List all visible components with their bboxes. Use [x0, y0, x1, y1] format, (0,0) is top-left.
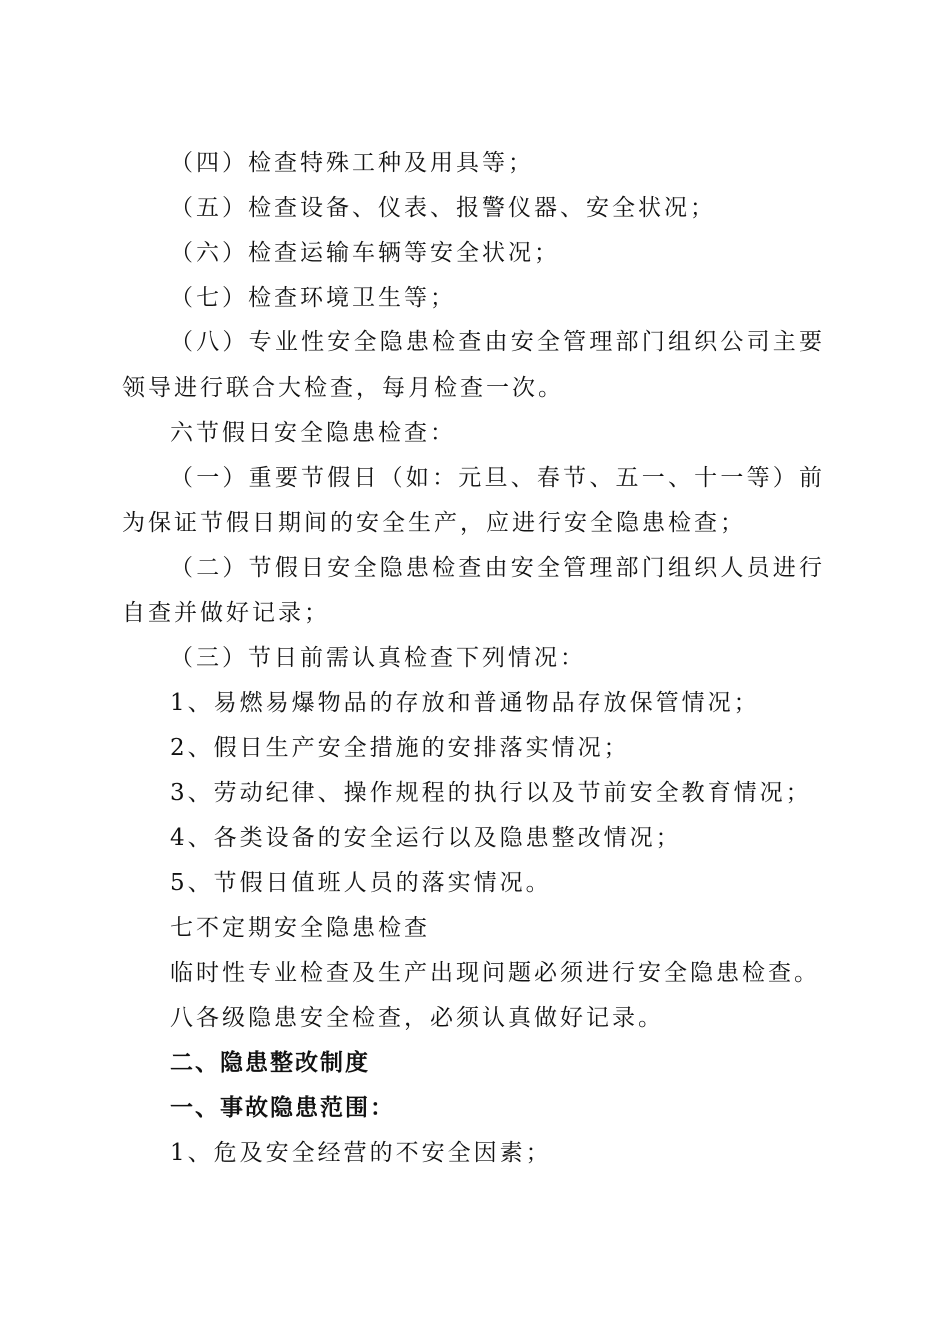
paragraph-check-special-jobs: （四）检查特殊工种及用具等； — [170, 150, 534, 176]
paragraph-holiday-before-line2: 为保证节假日期间的安全生产，应进行安全隐患检查； — [122, 510, 746, 536]
paragraph-pre-holiday-items: （三）节日前需认真检查下列情况： — [170, 645, 586, 671]
heading-hazard-scope: 一、事故隐患范围： — [170, 1095, 395, 1121]
list-item: 1、危及安全经营的不安全因素； — [170, 1140, 552, 1166]
paragraph-temporary-check: 临时性专业检查及生产出现问题必须进行安全隐患检查。 — [170, 960, 820, 986]
list-item: 5、节假日值班人员的落实情况。 — [170, 870, 552, 896]
paragraph-holiday-self-check-line2: 自查并做好记录； — [122, 600, 330, 626]
paragraph-holiday-before-line1: （一）重要节假日（如：元旦、春节、五一、十一等）前 — [170, 465, 822, 491]
list-item: 2、假日生产安全措施的安排落实情况； — [170, 735, 630, 761]
paragraph-professional-check-line2: 领导进行联合大检查，每月检查一次。 — [122, 375, 564, 401]
section-record-keeping: 八各级隐患安全检查，必须认真做好记录。 — [170, 1005, 664, 1031]
list-item: 1、易燃易爆物品的存放和普通物品存放保管情况； — [170, 690, 760, 716]
paragraph-check-vehicles: （六）检查运输车辆等安全状况； — [170, 240, 560, 266]
section-irregular-check: 七不定期安全隐患检查 — [170, 915, 430, 941]
section-holiday-check: 六节假日安全隐患检查： — [170, 420, 456, 446]
list-item: 4、各类设备的安全运行以及隐患整改情况； — [170, 825, 682, 851]
paragraph-holiday-self-check-line1: （二）节假日安全隐患检查由安全管理部门组织人员进行 — [170, 555, 822, 581]
list-item: 3、劳动纪律、操作规程的执行以及节前安全教育情况； — [170, 780, 812, 806]
paragraph-check-equipment: （五）检查设备、仪表、报警仪器、安全状况； — [170, 195, 716, 221]
paragraph-check-hygiene: （七）检查环境卫生等； — [170, 285, 456, 311]
heading-rectification-system: 二、隐患整改制度 — [170, 1050, 370, 1076]
paragraph-professional-check-line1: （八）专业性安全隐患检查由安全管理部门组织公司主要 — [170, 329, 822, 355]
